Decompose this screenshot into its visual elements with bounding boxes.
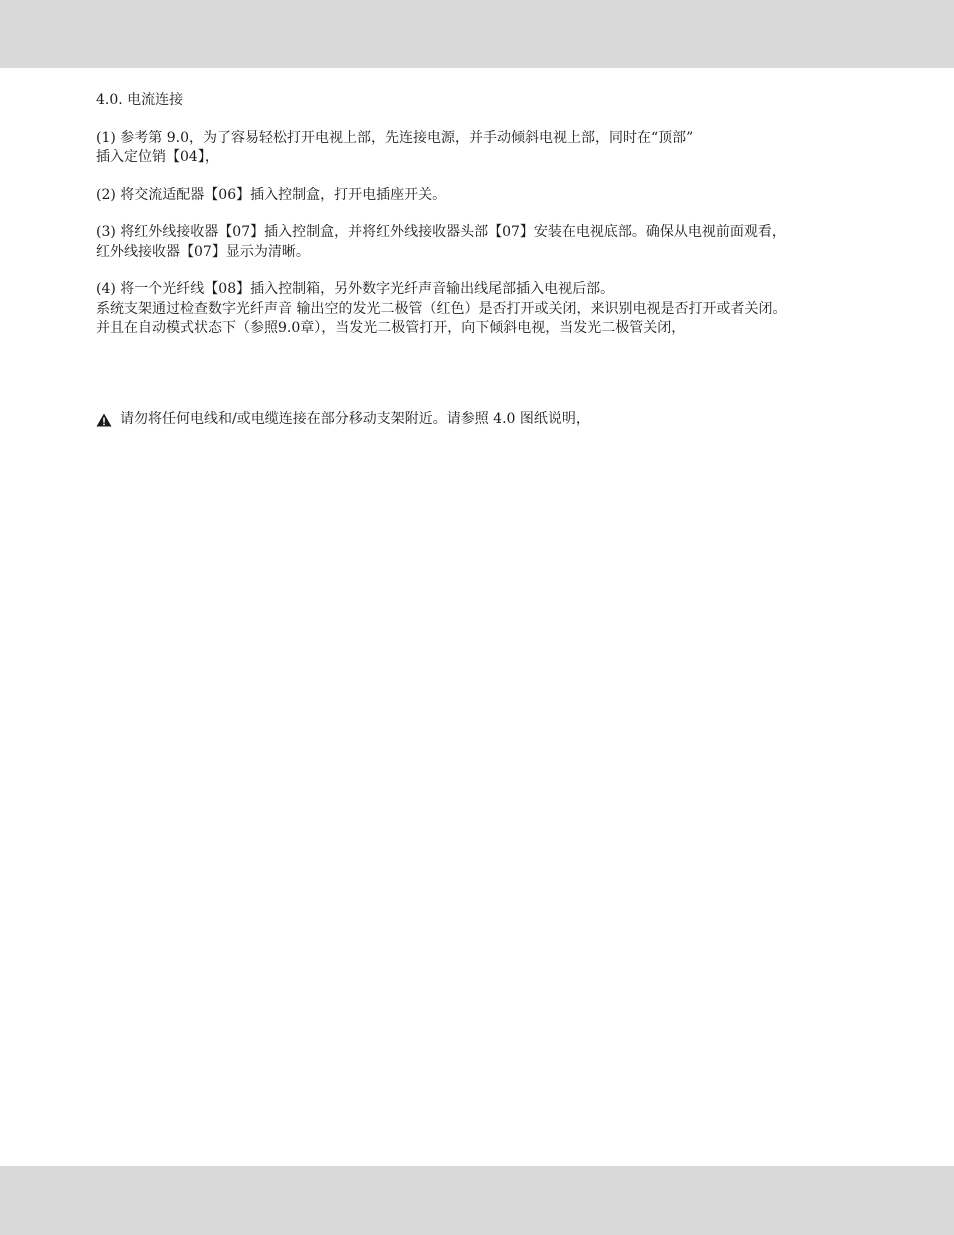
step-3 <box>96 223 886 262</box>
warning-triangle-icon <box>96 413 112 427</box>
step-4-line-2: 系统支架通过检查数字光纤声音 输出空的发光二极管（红色）是否打开或关闭，来识别电视是否打开或者关闭。 <box>96 300 787 317</box>
section-title: 4.0. 电流连接 <box>96 92 184 108</box>
warning-text: 请勿将任何电线和/或电缆连接在部分移动支架附近。请参照 4.0 图纸说明， <box>120 411 590 427</box>
step-1-line-1: (1) 参考第 9.0，为了容易轻松打开电视上部，先连接电源，并手动倾斜电视上部，同时在“顶部” <box>96 129 694 146</box>
step-2-line-1: (2) 将交流适配器【06】插入控制盒，打开电插座开关。 <box>96 186 447 203</box>
document-body <box>96 91 886 339</box>
step-2 <box>96 186 886 206</box>
bottom-band <box>0 1166 954 1235</box>
step-4 <box>96 280 886 339</box>
step-3-line-2: 红外线接收器【07】显示为清晰。 <box>96 243 310 260</box>
step-1 <box>96 129 886 168</box>
step-4-line-3: 并且在自动模式状态下（参照9.0章），当发光二极管打开，向下倾斜电视，当发光二极管关闭， <box>96 320 686 336</box>
step-1-line-2: 插入定位销【04】， <box>96 149 219 165</box>
step-4-line-1: (4) 将一个光纤线【08】插入控制箱，另外数字光纤声音输出线尾部插入电视后部。 <box>96 281 615 297</box>
step-3-line-1: (3) 将红外线接收器【07】插入控制盒，并将红外线接收器头部【07】安装在电视底部。确保从电视前面观看， <box>96 224 786 240</box>
top-band <box>0 0 954 68</box>
warning-note <box>96 410 590 429</box>
